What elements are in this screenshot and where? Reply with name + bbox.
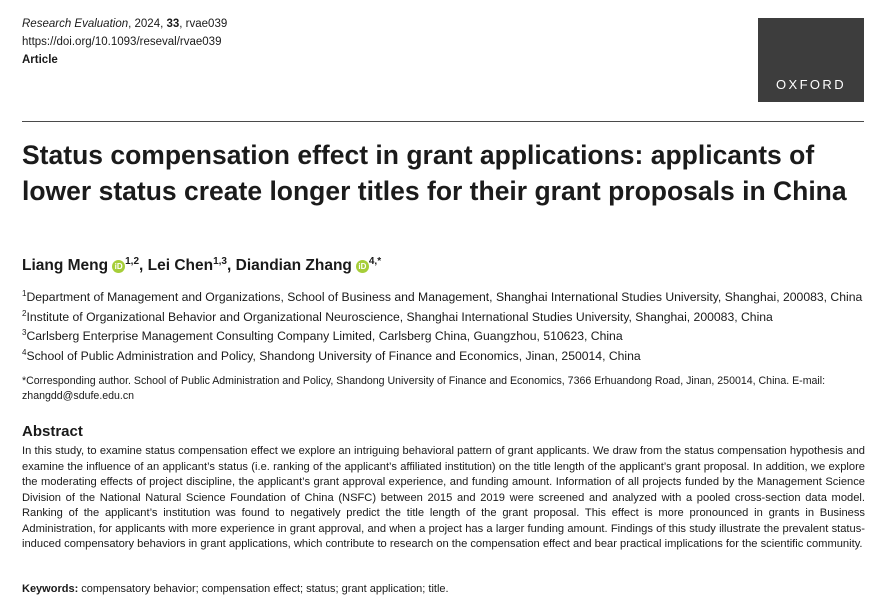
author-superscript: 1,2 bbox=[125, 256, 140, 267]
abstract-heading: Abstract bbox=[22, 423, 83, 440]
affiliation-text: Carlsberg Enterprise Management Consulting Company Limited, Carlsberg China, Guangzhou, 510623, China bbox=[26, 329, 623, 344]
keywords bbox=[22, 583, 449, 595]
citation-line bbox=[22, 15, 227, 33]
affiliation-item bbox=[22, 345, 864, 365]
author-superscript: 1,3 bbox=[213, 256, 227, 267]
author-separator: , bbox=[227, 257, 236, 275]
affiliation-item bbox=[22, 325, 864, 345]
affiliation-number: 3 bbox=[22, 328, 27, 338]
author-superscript: 4,* bbox=[368, 256, 382, 267]
keywords-label: Keywords: bbox=[22, 583, 79, 595]
author-name[interactable]: Lei Chen bbox=[147, 257, 214, 275]
author-name[interactable]: Liang Meng bbox=[22, 257, 109, 275]
corresponding-author: *Corresponding author. School of Public Administration and Policy, Shandong University of Finance and Economics, 7366 Erhuandong Road, Jinan, 250014, China. E-mail: zhangdd@sdufe.edu.cn bbox=[22, 375, 826, 402]
affiliation-item bbox=[22, 306, 864, 326]
keywords-text: compensatory behavior; compensation effect; status; grant application; title. bbox=[78, 583, 449, 595]
author-separator: , bbox=[139, 257, 148, 275]
orcid-icon[interactable]: iD bbox=[356, 260, 369, 273]
journal-year: , 2024, bbox=[128, 18, 167, 30]
journal-name: Research Evaluation bbox=[22, 18, 129, 30]
affiliation-number: 4 bbox=[22, 347, 27, 357]
logo-text: OXFORD bbox=[775, 77, 846, 92]
article-title: Status compensation effect in grant applications: applicants of lower status create longer titles for their grant proposals in China bbox=[22, 140, 847, 206]
article-header bbox=[22, 15, 227, 69]
header-divider bbox=[22, 121, 864, 122]
affiliation-text: Department of Management and Organizations, School of Business and Management, Shanghai International Studies University, Shanghai, 200083, China bbox=[26, 290, 863, 305]
article-id: , rvae039 bbox=[179, 18, 228, 30]
affiliation-text: School of Public Administration and Policy, Shandong University of Finance and Economics, Jinan, 250014, China bbox=[26, 348, 641, 363]
affiliations bbox=[22, 286, 864, 364]
oxford-logo bbox=[758, 18, 864, 102]
abstract-body: In this study, to examine status compensation effect we explore an intriguing behavioral pattern of grant applicants. We draw from the status compensation hypothesis and examine the influence of an applicant’s status (i.e. ranking of the applicant’s affiliated institution) on the title length of the applicant’s grant proposal. In addition, we explore the moderating effects of project discipline, the applicant’s grant approval experience, and funding amount. Information of all projects funded by the Management Science Division of the National Natural Science Foundation of China (NSFC) between 2015 and 2019 were screened and analyzed with a pooled cross-section data model. Ranking of the applicant’s institution was found to negatively predict the title length of the grant proposal. This effect is more pronounced in grants in Business Administration, for applicants with more experience in grant approval, and when a project has a larger funding amount. Findings of this study illustrate the prevalent status-induced compensatory behaviors in grant applications, which contribute to research on the compensation effect and bear practical implications for the scientific community. bbox=[22, 445, 865, 550]
author-list bbox=[22, 256, 381, 275]
article-type: Article bbox=[22, 54, 58, 66]
doi-link[interactable]: https://doi.org/10.1093/reseval/rvae039 bbox=[22, 36, 222, 48]
journal-volume: 33 bbox=[166, 18, 180, 30]
affiliation-number: 2 bbox=[22, 308, 27, 318]
affiliation-text: Institute of Organizational Behavior and Organizational Neuroscience, Shanghai International Studies University, Shanghai, 200083, China bbox=[26, 309, 773, 324]
affiliation-number: 1 bbox=[22, 289, 27, 298]
orcid-icon[interactable]: iD bbox=[112, 260, 125, 273]
affiliation-item bbox=[22, 286, 864, 306]
author-name[interactable]: Diandian Zhang bbox=[235, 257, 352, 275]
